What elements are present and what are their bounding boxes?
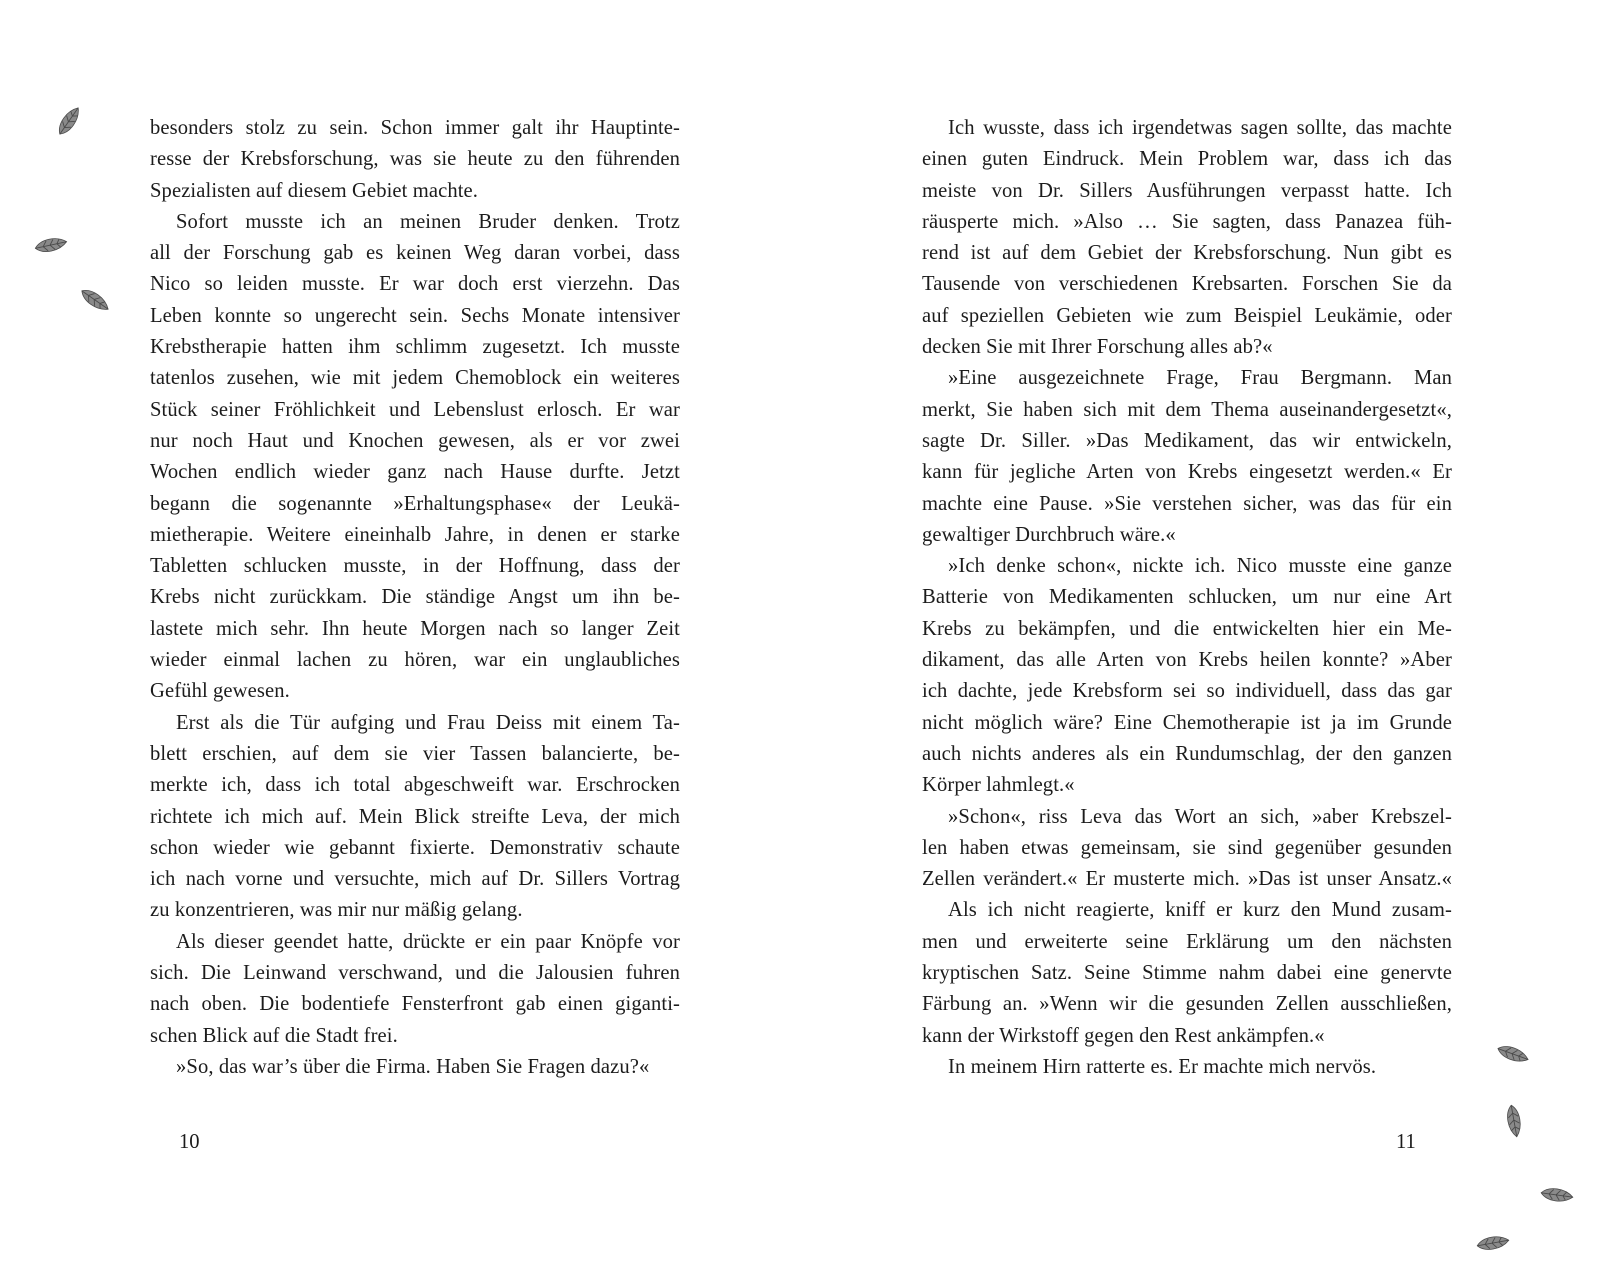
text-line: sich. Die Leinwand verschwand, und die Jalousien fuhren [150, 962, 680, 985]
text-line: lastete mich sehr. Ihn heute Morgen nach so langer Zeit [150, 617, 680, 640]
text-line: Krebs nicht zurückkam. Die ständige Angst um ihn be- [150, 586, 680, 609]
text-line: einen guten Eindruck. Mein Problem war, dass ich das [922, 148, 1452, 171]
text-line: auch nichts anderes als ein Rundumschlag, der den ganzen [922, 742, 1452, 765]
text-line: len haben etwas gemeinsam, sie sind gegenüber gesunden [922, 836, 1452, 859]
text-line: zu konzentrieren, was mir nur mäßig gelang. [150, 899, 523, 922]
text-line: Körper lahmlegt.« [922, 774, 1075, 797]
page-number-right: 11 [1396, 1131, 1416, 1153]
text-line: schon wieder wie gebannt fixierte. Demonstrativ schaute [150, 836, 680, 859]
text-line: Tausende von verschiedenen Krebsarten. Forschen Sie da [922, 273, 1452, 296]
text-line: Krebstherapie hatten ihm schlimm zugesetzt. Ich musste [150, 336, 680, 359]
text-line: Krebs zu bekämpfen, und die entwickelten hier ein Me- [922, 617, 1452, 640]
text-line: dikament, das alle Arten von Krebs heilen konnte? »Aber [922, 649, 1452, 672]
leaf-icon [1494, 1041, 1531, 1068]
text-line: meiste von Dr. Sillers Ausführungen verpasst hatte. Ich [922, 179, 1452, 202]
text-line: mietherapie. Weitere eineinhalb Jahre, in denen er starke [150, 523, 680, 546]
leaf-icon [1503, 1103, 1525, 1139]
text-line: besonders stolz zu sein. Schon immer galt ihr Hauptinte- [150, 117, 680, 139]
text-line: gewaltiger Durchbruch wäre.« [922, 523, 1176, 546]
text-line: »So, das war’s über die Firma. Haben Sie Fragen dazu?« [176, 1055, 650, 1078]
text-line: nicht möglich wäre? Eine Chemotherapie ist ja im Grunde [922, 711, 1452, 734]
leaf-icon [1539, 1185, 1575, 1206]
text-line: Ich wusste, dass ich irgendetwas sagen sollte, das machte [948, 117, 1452, 139]
text-line: ich dachte, jede Krebsform sei so individuell, dass das gar [922, 680, 1452, 703]
text-line: merkt, Sie haben sich mit dem Thema auseinandergesetzt«, [922, 398, 1452, 421]
leaf-icon [33, 234, 70, 257]
text-line: merkte ich, dass ich total abgeschweift war. Erschrocken [150, 774, 680, 797]
text-line: rend ist auf dem Gebiet der Krebsforschung. Nun gibt es [922, 242, 1452, 265]
leaf-icon [1475, 1232, 1511, 1254]
text-line: Tabletten schlucken musste, in der Hoffnung, dass der [150, 555, 680, 578]
text-line: »Eine ausgezeichnete Frage, Frau Bergmann. Man [948, 367, 1452, 390]
text-line: nach oben. Die bodentiefe Fensterfront gab einen giganti- [150, 993, 680, 1016]
text-line: begann die sogenannte »Erhaltungsphase« der Leukä- [150, 492, 680, 515]
text-line: Als ich nicht reagierte, kniff er kurz den Mund zusam- [948, 899, 1452, 922]
leaf-icon [76, 284, 113, 317]
text-line: machte eine Pause. »Sie verstehen sicher, was das für ein [922, 492, 1452, 515]
text-line: all der Forschung gab es keinen Weg daran vorbei, dass [150, 242, 680, 265]
text-line: blett erschien, auf dem sie vier Tassen balancierte, be- [150, 742, 680, 765]
text-line: tatenlos zusehen, wie mit jedem Chemoblock ein weiteres [150, 367, 680, 390]
text-line: resse der Krebsforschung, was sie heute zu den führenden [150, 148, 680, 171]
text-line: »Ich denke schon«, nickte ich. Nico musste eine ganze [948, 555, 1452, 578]
text-line: Wochen endlich wieder ganz nach Hause durfte. Jetzt [150, 461, 680, 484]
page-number-left: 10 [179, 1131, 200, 1153]
text-line: Zellen verändert.« Er musterte mich. »Das ist unser Ansatz.« [922, 868, 1452, 891]
text-line: Leben konnte so ungerecht sein. Sechs Monate intensiver [150, 304, 680, 327]
text-line: richtete ich mich auf. Mein Blick streifte Leva, der mich [150, 805, 680, 828]
text-line: Batterie von Medikamenten schlucken, um nur eine Art [922, 586, 1452, 609]
text-line: decken Sie mit Ihrer Forschung alles ab?« [922, 336, 1273, 359]
leaf-icon [53, 102, 86, 139]
text-line: men und erweiterte seine Erklärung um den nächsten [922, 930, 1452, 953]
text-line: wieder einmal lachen zu hören, war ein unglaubliches [150, 649, 680, 672]
text-line: In meinem Hirn ratterte es. Er machte mich nervös. [948, 1055, 1377, 1078]
text-line: kann für jegliche Arten von Krebs eingesetzt werden.« Er [922, 461, 1452, 484]
text-line: auf speziellen Gebieten wie zum Beispiel Leukämie, oder [922, 304, 1452, 327]
text-line: Spezialisten auf diesem Gebiet machte. [150, 179, 479, 202]
text-line: Sofort musste ich an meinen Bruder denken. Trotz [176, 210, 680, 233]
left-page-text [150, 113, 680, 1083]
text-line: Färbung an. »Wenn wir die gesunden Zellen ausschließen, [922, 993, 1452, 1016]
text-line: Nico so leiden musste. Er war doch erst vierzehn. Das [150, 273, 680, 296]
right-page-text [922, 113, 1452, 1083]
text-line: sagte Dr. Siller. »Das Medikament, das wir entwickeln, [922, 429, 1452, 452]
text-line: Erst als die Tür aufging und Frau Deiss mit einem Ta- [176, 711, 680, 734]
text-line: Gefühl gewesen. [150, 680, 290, 703]
text-line: kann der Wirkstoff gegen den Rest ankämpfen.« [922, 1024, 1325, 1047]
text-line: Als dieser geendet hatte, drückte er ein paar Knöpfe vor [176, 930, 680, 953]
text-line: ich nach vorne und versuchte, mich auf Dr. Sillers Vortrag [150, 868, 680, 891]
text-line: »Schon«, riss Leva das Wort an sich, »aber Krebszel- [948, 805, 1452, 828]
text-line: räusperte mich. »Also … Sie sagten, dass Panazea füh- [922, 210, 1452, 233]
text-line: schen Blick auf die Stadt frei. [150, 1024, 398, 1047]
text-line: kryptischen Satz. Seine Stimme nahm dabei eine genervte [922, 962, 1452, 985]
text-line: nur noch Haut und Knochen gewesen, als er vor zwei [150, 429, 680, 452]
text-line: Stück seiner Fröhlichkeit und Lebenslust erlosch. Er war [150, 398, 680, 421]
